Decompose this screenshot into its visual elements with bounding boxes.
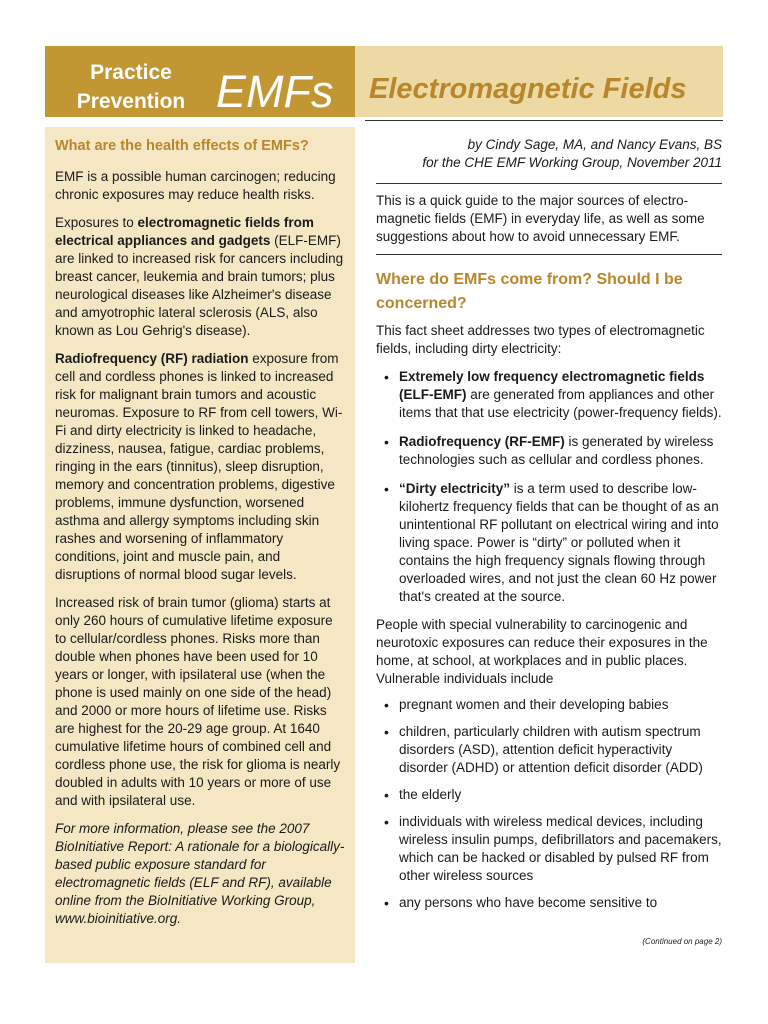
intro-divider: [376, 254, 722, 255]
rf-emf-term: Radiofrequency (RF-EMF): [399, 434, 565, 449]
vulnerability-paragraph: People with special vulnerability to carcinogenic and neurotoxic exposures can reduce their exposures in the home, at school, at workplaces and in public places. Vulnerable individuals include: [376, 617, 708, 686]
elf-paragraph-bold: electromagnetic fields from electrical appliances and gadgets: [55, 215, 314, 248]
practice-prevention-label: [62, 58, 200, 116]
emfs-logo-text: EMFs: [216, 66, 334, 117]
emf-types-list: [376, 368, 722, 606]
list-item: • any persons who have become sensitive to: [376, 894, 722, 912]
list-item: [376, 433, 722, 469]
rf-paragraph: [55, 350, 347, 584]
left-column: [55, 136, 347, 938]
list-item: • individuals with wireless medical devices, including wireless insulin pumps, defibrillators and pacemakers, which can be hacked or disabled by pulsed RF from other wireless sources: [376, 813, 722, 885]
continued-note: (Continued on page 2): [642, 937, 722, 946]
byline-divider: [376, 183, 722, 184]
rf-paragraph-bold: Radiofrequency (RF) radiation: [55, 351, 249, 366]
practice-label: Practice: [90, 61, 172, 84]
list-item: [376, 480, 722, 606]
sources-heading: Where do EMFs come from? Should I be concerned?: [376, 271, 683, 312]
elf-emf-term: Extremely low frequency electromagnetic fields (ELF-EMF): [399, 369, 705, 402]
elf-paragraph-intro: Exposures to: [55, 215, 138, 230]
fact-sheet-intro: This fact sheet addresses two types of electromagnetic fields, including dirty electricity:: [376, 323, 705, 356]
health-effects-heading: What are the health effects of EMFs?: [55, 138, 309, 154]
byline-authors: by Cindy Sage, MA, and Nancy Evans, BS: [467, 137, 722, 152]
prevention-label: Prevention: [76, 90, 186, 113]
elf-emf-description: are generated from appliances and other items that that use electricity (power-frequency fields).: [399, 387, 722, 420]
intro-paragraph: This is a quick guide to the major sources of electro-magnetic fields (EMF) in everyday life, as well as some suggestions about how to avoid unnecessary EMF.: [376, 193, 705, 244]
elf-paragraph: [55, 214, 347, 340]
glioma-paragraph: Increased risk of brain tumor (glioma) starts at only 260 hours of cumulative lifetime exposure to cellular/cordless phones. Risks more than double when phones have been used for 10 years or longer, with ipsilateral use (when the phone is used mainly on one side of the head) and 2000 or more hours of lifetime use. Risks are highest for the 20-29 age group. At 1640 cumulative lifetime hours of combined cell and cordless phone use, the risk for glioma is nearly doubled in adults with 10 years or more of use and with ipsilateral use.: [55, 595, 341, 808]
vulnerable-individuals-list: [376, 696, 722, 912]
elf-paragraph-body: (ELF-EMF) are linked to increased risk for cancers including breast cancer, leukemia and brain tumors; plus neurological diseases like Alzheimer's disease and amyotrophic lateral sclerosis (ALS, also known as Lou Gehrig's disease).: [55, 233, 344, 338]
list-item: • the elderly: [376, 786, 722, 804]
page-title: Electromagnetic Fields: [369, 73, 687, 105]
rf-emf-description: is generated by wireless technologies such as cellular and cordless phones.: [399, 434, 714, 467]
list-item: • children, particularly children with autism spectrum disorders (ASD), attention deficit hyperactivity disorder (ADHD) or attention deficit disorder (ADD): [376, 723, 722, 777]
dirty-electricity-term: “Dirty electricity”: [399, 481, 511, 496]
title-underline: [365, 120, 723, 121]
rf-paragraph-body: exposure from cell and cordless phones is linked to increased risk for malignant brain tumors and acoustic neuromas. Exposure to RF from cell towers, Wi-Fi and dirty electricity is linked to headache, dizziness, nausea, fatigue, cardiac problems, ringing in the ears (tinnitus), sleep disruption, memory and concentration problems, digestive problems, immune dysfunction, worsened asthma and allergy symptoms including skin rashes and worsening of inflammatory conditions, joint and muscle pain, and disruptions of normal blood sugar levels.: [55, 351, 343, 582]
dirty-electricity-description: is a term used to describe low-kilohertz frequency fields that can be thought of as an unintentional RF pollutant on electrical wiring and into living space. Power is “dirty” or polluted when it contains the high frequency signals flowing through overloaded wires, and not just the clean 60 Hz power that's created at the source.: [399, 481, 719, 604]
byline-group: for the CHE EMF Working Group, November 2011: [422, 155, 722, 170]
list-item: [376, 368, 722, 422]
list-item: • pregnant women and their developing babies: [376, 696, 722, 714]
more-info-paragraph: For more information, please see the 2007 BioInitiative Report: A rationale for a biologically-based public exposure standard for electromagnetic fields (ELF and RF), available online from the BioInitiative Working Group, www.bioinitiative.org.: [55, 821, 345, 926]
carcinogen-paragraph: EMF is a possible human carcinogen; reducing chronic exposures may reduce health risks.: [55, 169, 336, 202]
right-column: [376, 136, 722, 912]
